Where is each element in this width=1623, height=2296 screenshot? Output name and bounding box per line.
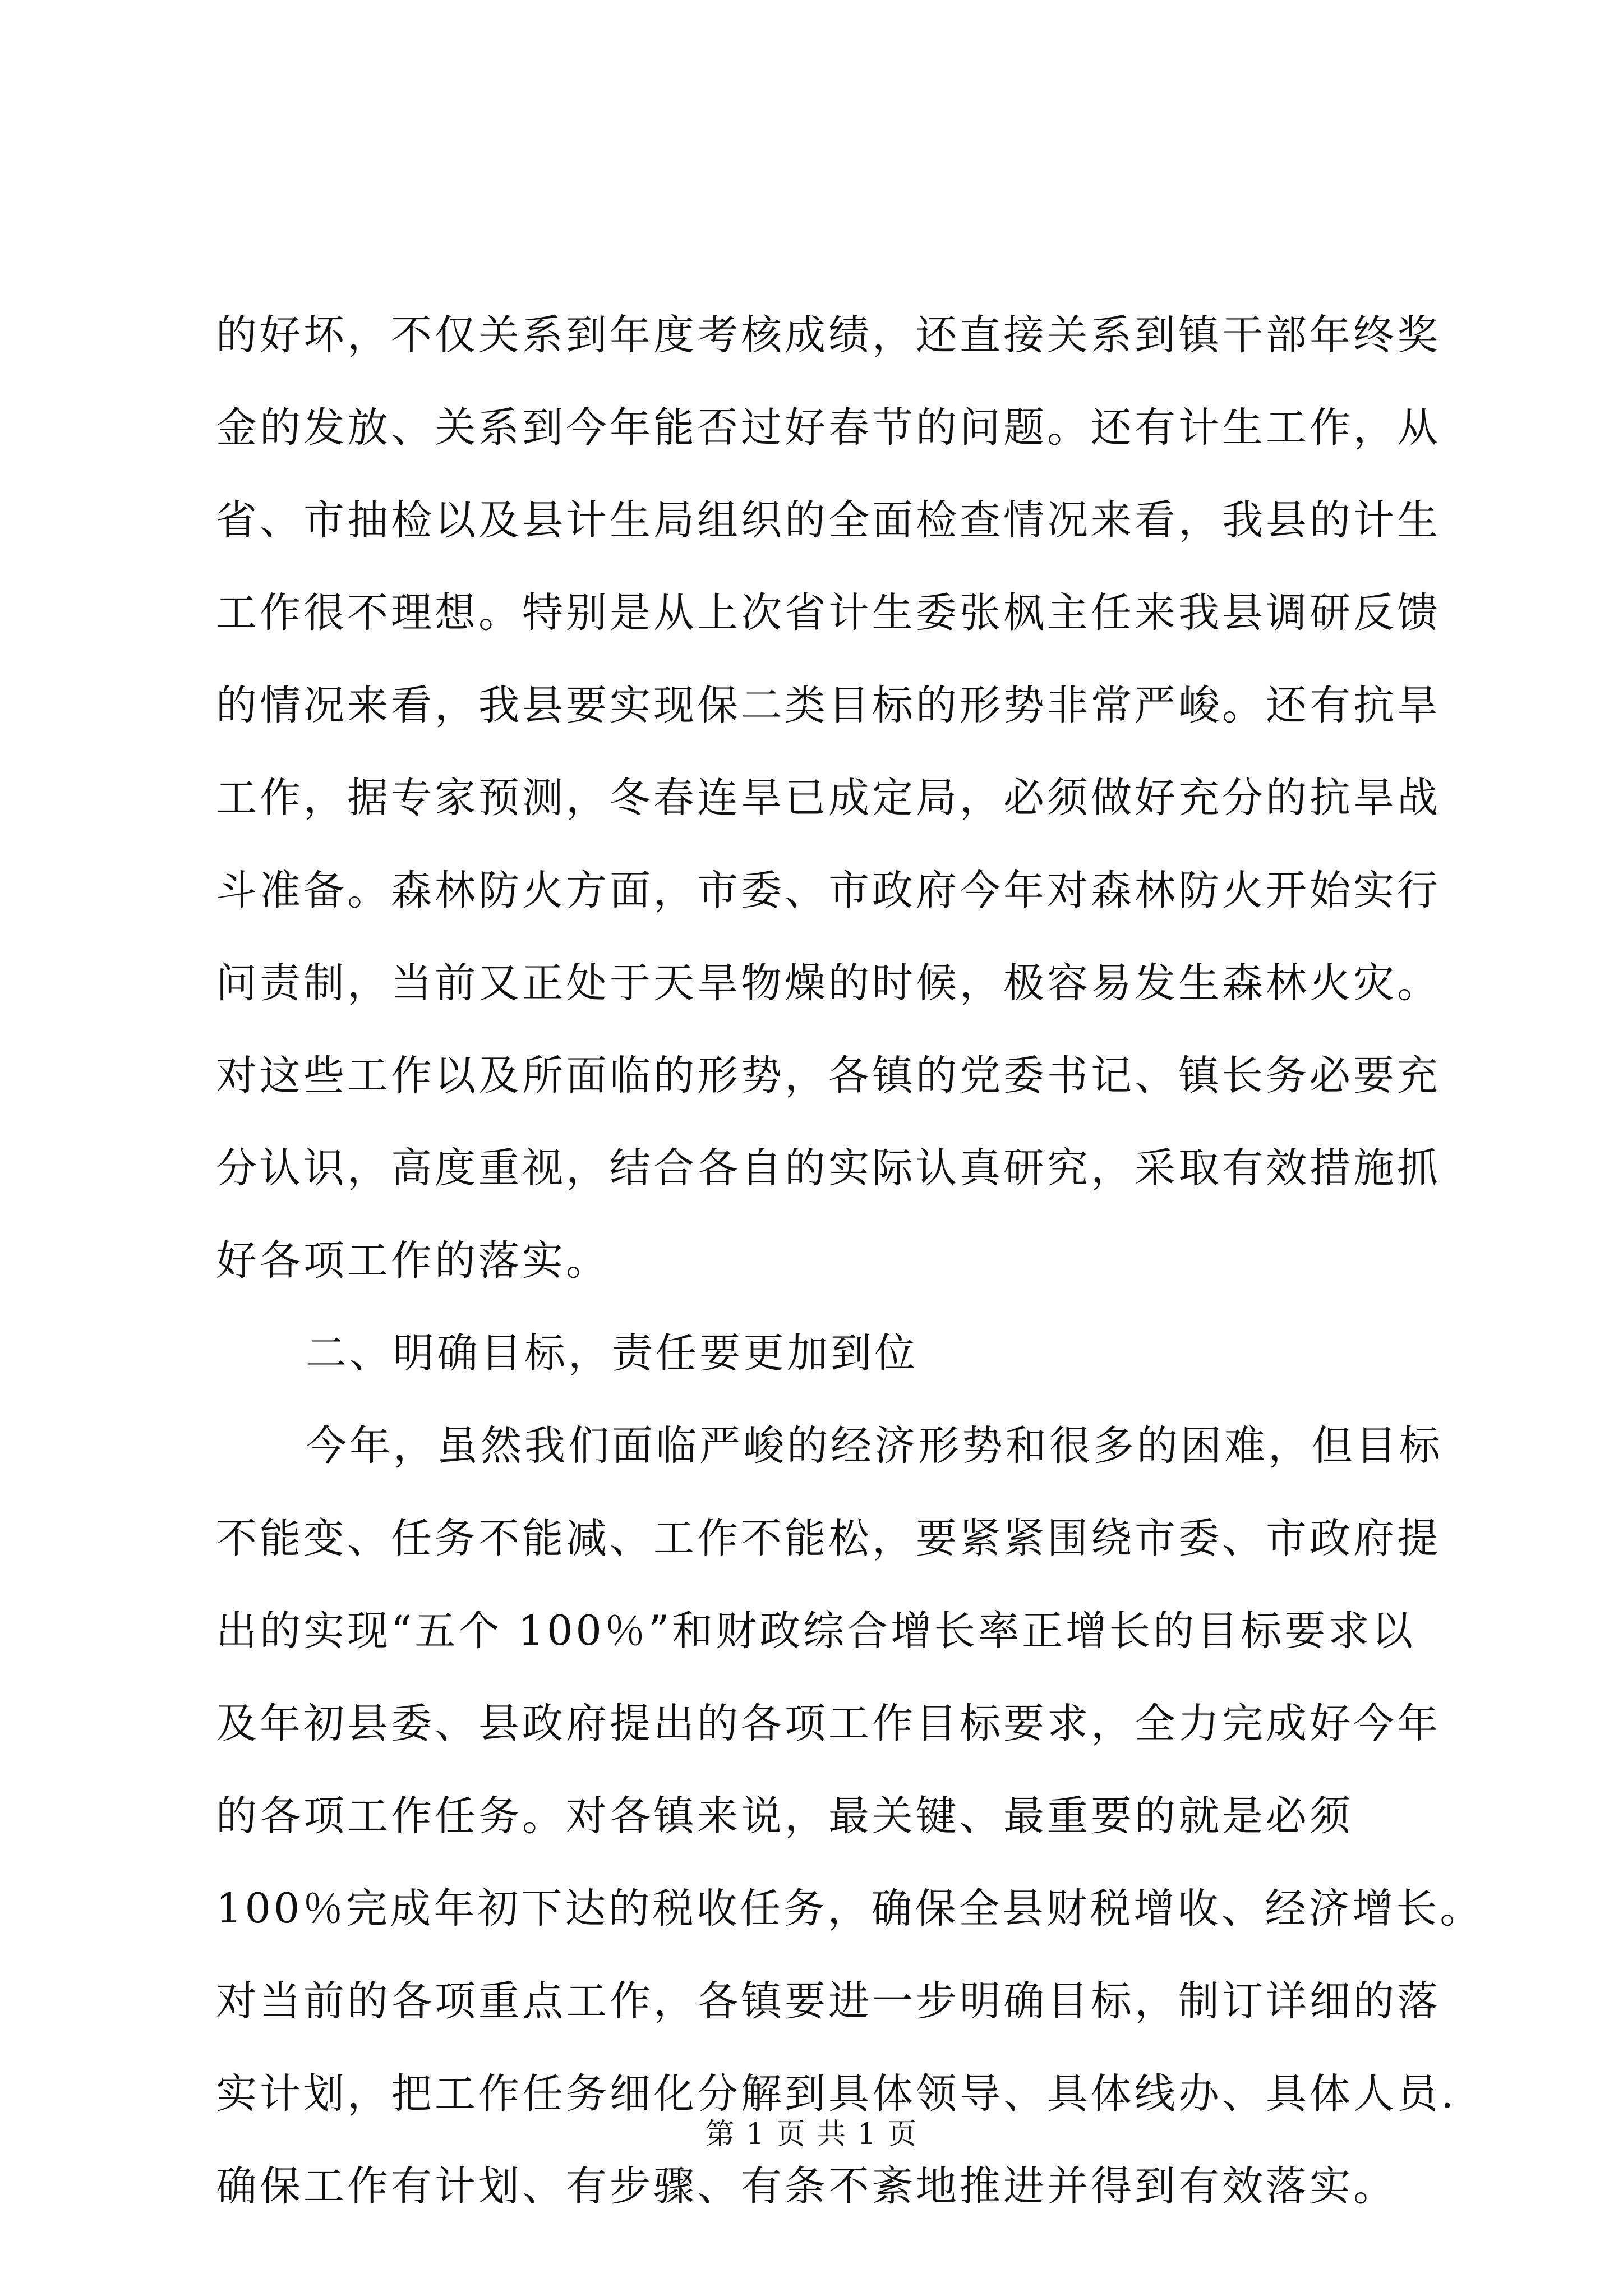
text-line: 的情况来看，我县要实现保二类目标的形势非常严峻。还有抗旱 (216, 682, 1441, 729)
text-line: 确保工作有计划、有步骤、有条不紊地推进并得到有效落实。 (216, 2162, 1397, 2210)
text-line: 斗准备。森林防火方面，市委、市政府今年对森林防火开始实行 (216, 867, 1441, 914)
text-line: 工作很不理想。特别是从上次省计生委张枫主任来我县调研反馈 (216, 589, 1441, 637)
text-line: 金的发放、关系到今年能否过好春节的问题。还有计生工作，从 (216, 404, 1441, 452)
text-line: 对这些工作以及所面临的形势，各镇的党委书记、镇长务必要充 (216, 1052, 1441, 1099)
text-line: 的好坏，不仅关系到年度考核成绩，还直接关系到镇干部年终奖 (216, 311, 1441, 359)
text-line: 不能变、任务不能减、工作不能松，要紧紧围绕市委、市政府提 (216, 1515, 1441, 1562)
text-line: 省、市抽检以及县计生局组织的全面检查情况来看，我县的计生 (216, 496, 1441, 544)
body-text (216, 289, 1484, 2233)
text-line: 100％完成年初下达的税收任务，确保全县财税增收、经济增长。 (216, 1885, 1484, 1932)
page-number-footer: 第 1 页 共 1 页 (705, 2118, 918, 2151)
text-line: 及年初县委、县政府提出的各项工作目标要求，全力完成好今年 (216, 1700, 1441, 1747)
text-line: 实计划，把工作任务细化分解到具体领导、具体线办、具体人员. (216, 2070, 1457, 2118)
text-line: 的各项工作任务。对各镇来说，最关键、最重要的就是必须 (216, 1792, 1353, 1840)
section-heading: 二、明确目标，责任要更加到位 (306, 1329, 918, 1377)
text-line: 问责制，当前又正处于天旱物燥的时候，极容易发生森林火灾。 (216, 959, 1441, 1007)
text-line: 出的实现“五个 100％”和财政综合增长率正增长的目标要求以 (216, 1607, 1416, 1655)
paragraph-first-line: 今年，虽然我们面临严峻的经济形势和很多的困难，但目标 (306, 1422, 1443, 1470)
text-line: 好各项工作的落实。 (216, 1237, 610, 1285)
text-line: 对当前的各项重点工作，各镇要进一步明确目标，制订详细的落 (216, 1977, 1441, 2025)
text-line: 工作，据专家预测，冬春连旱已成定局，必须做好充分的抗旱战 (216, 774, 1441, 822)
text-line: 分认识，高度重视，结合各自的实际认真研究，采取有效措施抓 (216, 1144, 1441, 1192)
